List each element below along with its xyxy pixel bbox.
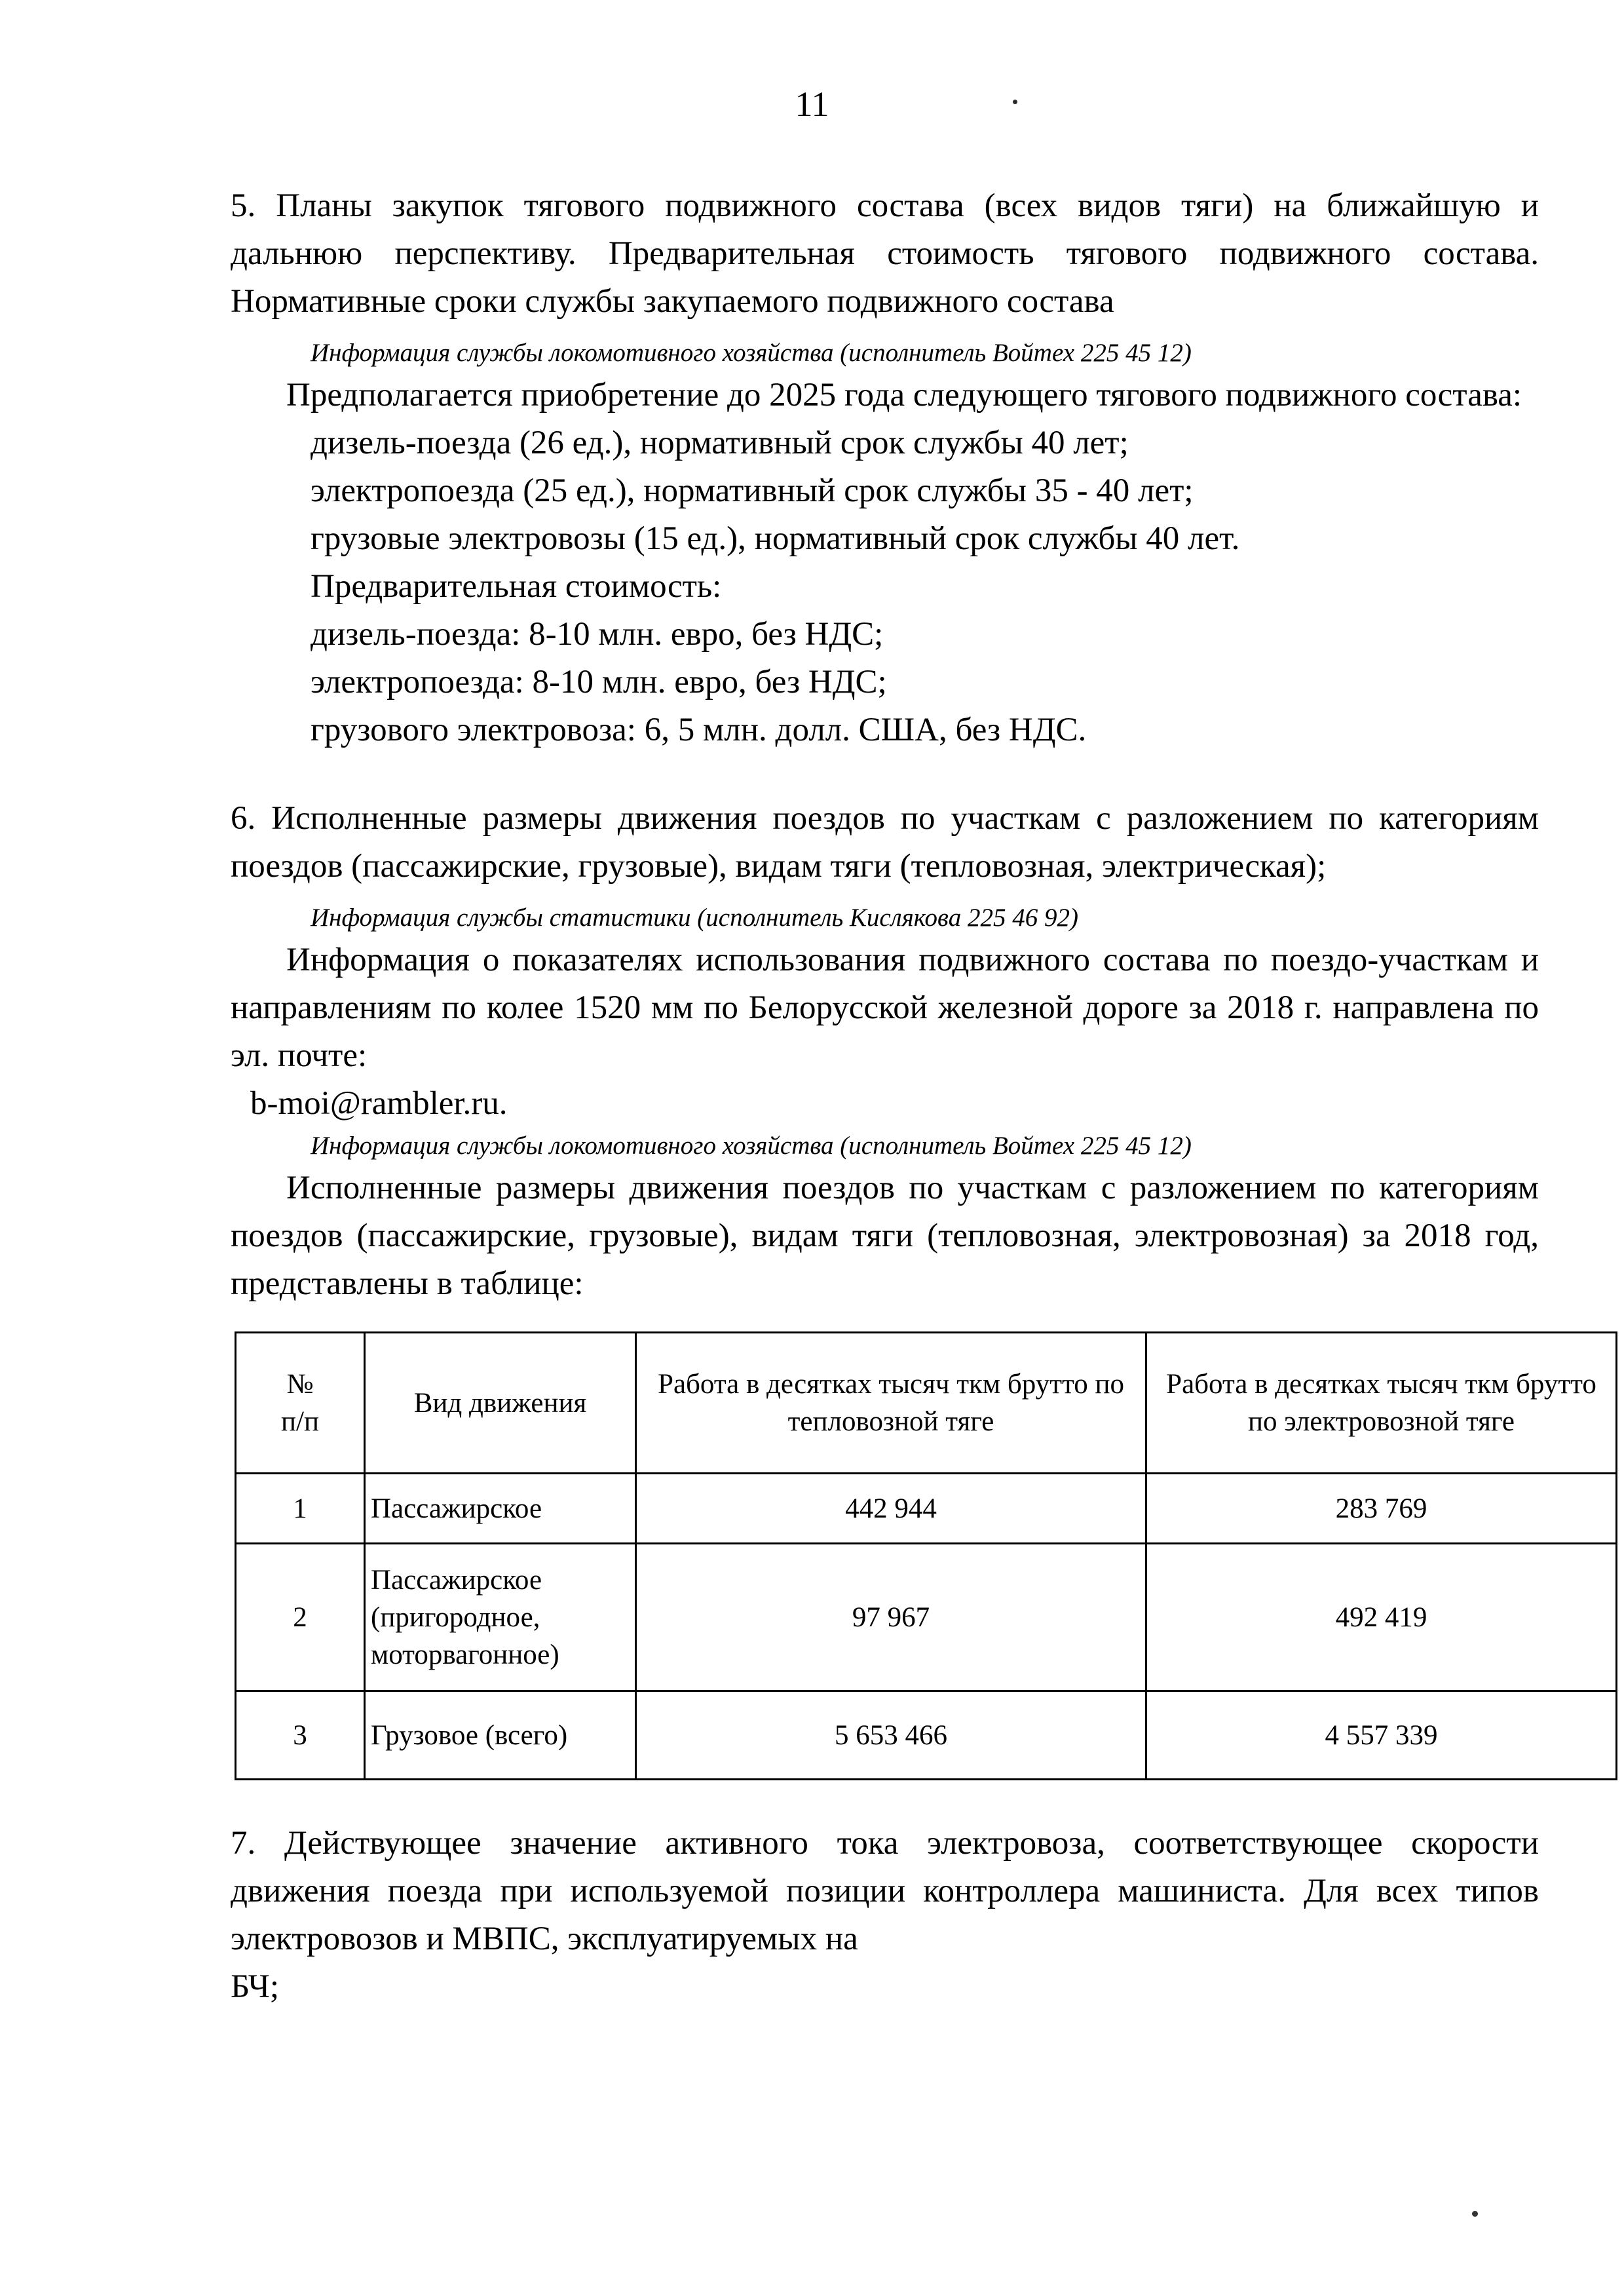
cell-diesel: 97 967 xyxy=(636,1544,1146,1691)
section-6-note-statistics: Информация службы статистики (исполнитель Кислякова 225 46 92) xyxy=(311,904,1078,932)
cell-kind: Грузовое (всего) xyxy=(365,1691,636,1780)
page-content xyxy=(231,182,1596,2011)
cell-number: 1 xyxy=(236,1474,365,1544)
section-7-tail: БЧ; xyxy=(231,1968,280,2005)
section-5-item-5: электропоезда: 8-10 млн. евро, без НДС; xyxy=(311,664,887,700)
scan-speck-bottom-icon xyxy=(1472,2211,1478,2217)
column-header-electric: Работа в десятках тысяч ткм брутто по электровозной тяге xyxy=(1146,1333,1617,1474)
section-5-item-3: Предварительная стоимость: xyxy=(311,568,722,605)
section-5-note: Информация службы локомотивного хозяйства (исполнитель Войтех 225 45 12) xyxy=(311,339,1192,367)
cell-diesel: 442 944 xyxy=(636,1474,1146,1544)
table-header-row xyxy=(236,1333,1617,1474)
section-5-item-4: дизель-поезда: 8-10 млн. евро, без НДС; xyxy=(311,616,884,653)
section-5-item-1: электропоезда (25 ед.), нормативный срок службы 35 - 40 лет; xyxy=(311,472,1194,509)
column-header-number xyxy=(236,1333,365,1474)
traffic-volume-table xyxy=(235,1331,1617,1780)
cell-number: 3 xyxy=(236,1691,365,1780)
section-5-item-2: грузовые электровозы (15 ед.), нормативный срок службы 40 лет. xyxy=(311,520,1240,557)
section-5-item-0: дизель-поезда (26 ед.), нормативный срок службы 40 лет; xyxy=(311,425,1129,461)
column-header-kind: Вид движения xyxy=(365,1333,636,1474)
section-6-paragraph-2: Исполненные размеры движения поездов по участкам с разложением по категориям поездов (пассажирские, грузовые), видам тяги (тепловозная, электровозная) за 2018 год, представлены в таблице: xyxy=(231,1170,1539,1302)
section-7-body: 7. Действующее значение активного тока электровоза, соответствующее скорости движения поезда при используемой позиции контроллера машиниста. Для всех типов электровозов и МВПС, эксплуатируемых на xyxy=(231,1825,1539,1957)
cell-kind: Пассажирское (пригородное, моторвагонное) xyxy=(365,1544,636,1691)
cell-number: 2 xyxy=(236,1544,365,1691)
section-5-intro: Предполагается приобретение до 2025 года следующего тягового подвижного состава: xyxy=(286,377,1522,413)
section-6-body: 6. Исполненные размеры движения поездов по участкам с разложением по категориям поездов (пассажирские, грузовые), видам тяги (тепловозная, электрическая); xyxy=(231,800,1539,885)
table-row xyxy=(236,1474,1617,1544)
section-6-email[interactable]: b-moi@rambler.ru. xyxy=(250,1085,508,1122)
cell-diesel: 5 653 466 xyxy=(636,1691,1146,1780)
column-header-diesel: Работа в десятках тысяч ткм брутто по тепловозной тяге xyxy=(636,1333,1146,1474)
traffic-volume-table-wrapper xyxy=(235,1331,1596,1780)
page-number: 11 xyxy=(795,85,829,124)
cell-electric: 4 557 339 xyxy=(1146,1691,1617,1780)
section-6-note-locomotive: Информация службы локомотивного хозяйства (исполнитель Войтех 225 45 12) xyxy=(311,1132,1192,1160)
column-header-number-line2: п/п xyxy=(281,1406,319,1437)
cell-kind: Пассажирское xyxy=(365,1474,636,1544)
cell-electric: 283 769 xyxy=(1146,1474,1617,1544)
table-body xyxy=(236,1474,1617,1780)
column-header-number-line1: № xyxy=(286,1369,314,1400)
section-5-body: 5. Планы закупок тягового подвижного состава (всех видов тяги) на ближайшую и дальнюю перспективу. Предварительная стоимость тягового подвижного состава. Нормативные сроки службы закупаемого подвижного состава xyxy=(231,187,1539,320)
section-5-item-6: грузового электровоза: 6, 5 млн. долл. США, без НДС. xyxy=(311,712,1087,748)
table-row xyxy=(236,1544,1617,1691)
scan-speck-icon xyxy=(1013,100,1017,104)
cell-electric: 492 419 xyxy=(1146,1544,1617,1691)
section-6-paragraph-1: Информация о показателях использования подвижного состава по поездо-участкам и направлениям по колее 1520 мм по Белорусской железной дороге за 2018 г. направлена по эл. почте: xyxy=(231,942,1539,1074)
table-header xyxy=(236,1333,1617,1474)
table-row xyxy=(236,1691,1617,1780)
